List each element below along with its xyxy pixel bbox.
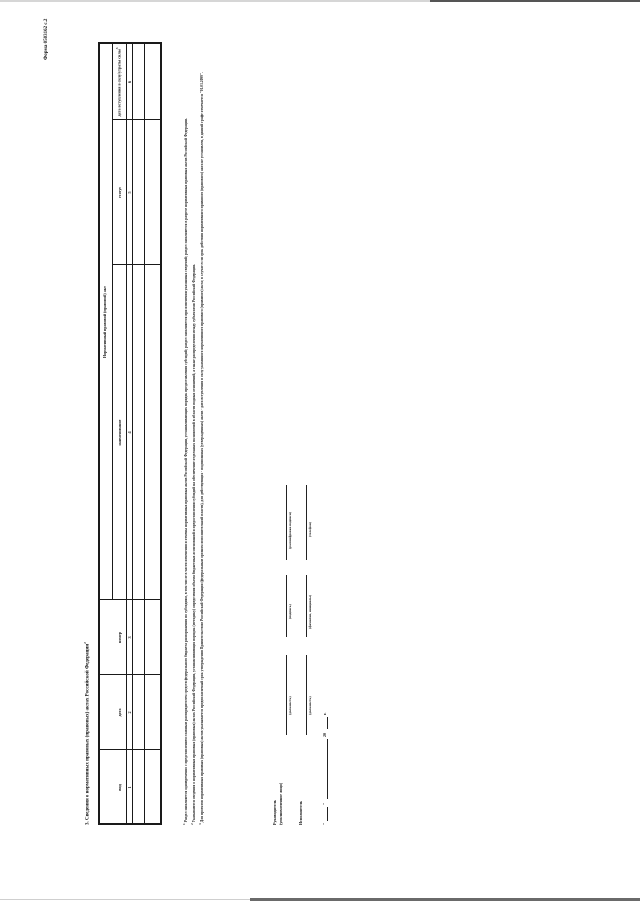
table-border-top xyxy=(98,42,100,825)
col-number-6: 6 xyxy=(126,80,132,84)
footnote-3-mark: 3 xyxy=(197,823,202,825)
date-month-line xyxy=(327,739,328,799)
executor-fio-hint: (фамилия, инициалы) xyxy=(308,595,312,629)
head-position-line xyxy=(286,655,287,735)
table-row-divider xyxy=(144,42,145,825)
section-title-footnote-mark: 2 xyxy=(83,642,87,644)
col-number-2: 2 xyxy=(126,711,132,714)
th-status xyxy=(117,120,122,265)
head-name-line xyxy=(286,485,287,560)
head-label: Руководитель xyxy=(272,799,277,825)
date-year-suffix: г. xyxy=(322,712,327,715)
executor-label: Исполнитель xyxy=(298,800,303,825)
table-border-bottom xyxy=(160,42,162,825)
acts-table xyxy=(98,42,162,825)
footnote-3 xyxy=(198,35,206,825)
col-number-1: 1 xyxy=(126,786,132,789)
col-number-3: 3 xyxy=(126,636,132,639)
th-status-text: статус xyxy=(117,186,122,199)
executor-phone-line xyxy=(306,485,307,560)
footnote-2-text: Указываются сведения о нормативных правовых (правовых) актах Российской Федерации, устанавливающих порядок (методику) определения объема бюджетных ассигнований и предоставления субсидий на обеспечение отдельных полномочий в области водных отношений, а также распределения между субъектами Российской Федерации. xyxy=(191,263,196,823)
th-effective-date-footnote-mark: 3 xyxy=(115,47,119,50)
th-date: дата xyxy=(117,708,122,717)
head-signature-line xyxy=(286,575,287,637)
date-year-prefix: 20 xyxy=(322,733,327,737)
executor-position-line xyxy=(306,655,307,735)
footnote-3-text: Для проектов нормативных правовых (правовых) актов указывается предполагаемый срок утверждения Правительством Российской Федерации (федеральным органом исполнительной власти), для действующих - подписанных (утвержденных) актов - дата вступления в силу указанного нормативного правового (правового) акта; в случае если срок действия нормативного правового (правового) акта не установлен, в данной графе отмечается "01.01.2099". xyxy=(199,72,204,823)
head-signature-hint: (подпись) xyxy=(288,604,292,619)
footnote-2 xyxy=(190,35,198,825)
th-effective-date-text: дата вступления в силу/утраты силы xyxy=(116,49,122,117)
date-year-line xyxy=(327,717,328,729)
col-number-4: 4 xyxy=(126,431,132,434)
executor-phone-hint: (телефон) xyxy=(308,522,312,537)
date-day-line xyxy=(327,807,328,821)
section-title xyxy=(83,642,91,825)
date-quote-open: " xyxy=(322,822,327,825)
footnotes xyxy=(182,35,205,825)
th-group-act: Нормативный правовой (правовой) акт xyxy=(102,286,107,358)
table-number-row-divider xyxy=(132,42,133,825)
footnote-1-mark: 1 xyxy=(182,823,186,825)
form-reference: Форма 0503162 с.2 xyxy=(44,18,49,60)
col-number-5: 5 xyxy=(126,191,132,194)
th-kind: вид xyxy=(117,784,122,791)
th-title: наименование xyxy=(117,419,122,446)
head-position-hint: (должность) xyxy=(288,696,292,715)
footnote-1 xyxy=(182,35,190,825)
head-name-hint: (расшифровка подписи) xyxy=(288,512,292,549)
section-title-text: 3. Сведения о нормативных правовых (правовых) актах Российской Федерации xyxy=(85,643,91,825)
th-number: номер xyxy=(117,632,122,643)
head-sublabel: (уполномоченное лицо) xyxy=(278,782,283,825)
table-group-divider xyxy=(112,42,113,600)
executor-name-line xyxy=(306,575,307,637)
footnote-2-mark: 2 xyxy=(189,823,194,825)
date-quote-close: " xyxy=(322,802,327,805)
footnote-1-text: Раздел заполняется одновременно с представлением главным распорядителем средств федерального бюджета распоряжения по субсидиям, в том числе в части изменения и отмены нормативных правовых актов Российской Федерации, устанавливающих порядок предоставления субсидий; раздел заполняется при изменении указанных сведений; раздел заполняется в разрезе нормативных правовых актов Российской Федерации. xyxy=(184,118,189,823)
executor-position-hint: (должность) xyxy=(308,696,312,715)
th-effective-date xyxy=(115,44,122,120)
